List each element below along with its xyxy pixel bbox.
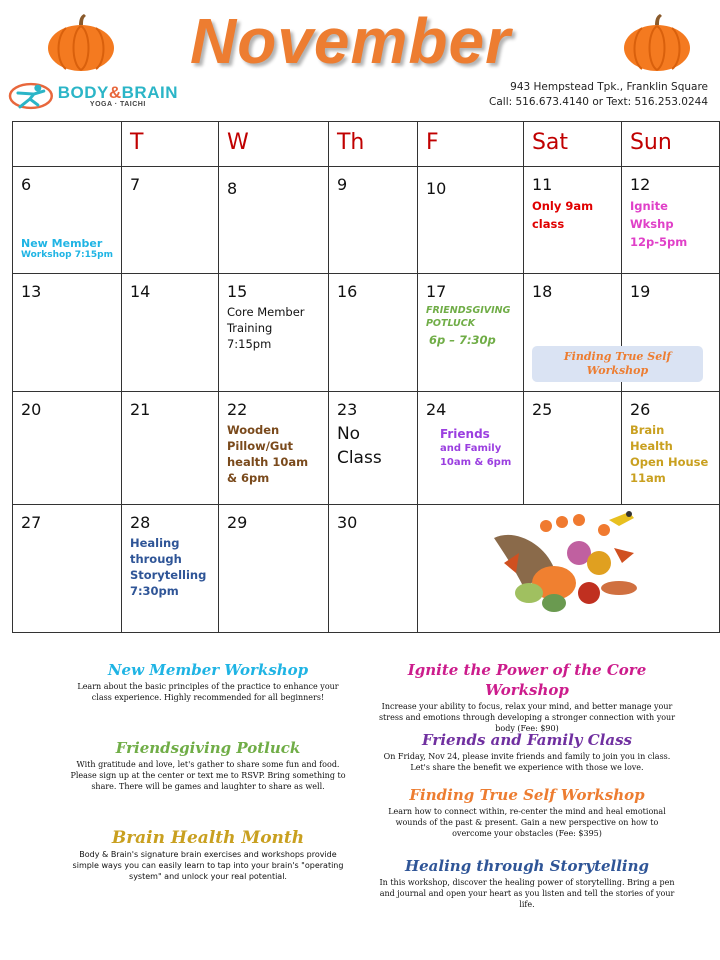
event-core-member: Core Member Training 7:15pm <box>226 305 305 351</box>
day-cell[interactable] <box>328 274 417 392</box>
weekday-header: Th <box>328 122 417 167</box>
day-number: 25 <box>531 400 553 419</box>
day-cell[interactable] <box>218 505 328 633</box>
day-cell[interactable] <box>328 167 417 274</box>
page-title: November <box>190 5 511 77</box>
day-number: 7 <box>129 175 141 194</box>
day-number: 28 <box>129 513 151 532</box>
weekday-header: W <box>218 122 328 167</box>
desc-title: Friends and Family Class <box>422 731 632 749</box>
day-cell[interactable] <box>523 392 621 505</box>
desc-title: Healing through Storytelling <box>404 857 650 875</box>
event-healing-storytelling: Healing through Storytelling 7:30pm <box>129 536 207 598</box>
finding-true-self-banner[interactable] <box>532 346 703 382</box>
desc-title: Friendsgiving Potluck <box>115 739 301 757</box>
event-no-class: No Class <box>336 424 382 468</box>
logo-amp: & <box>108 83 122 102</box>
day-number: 21 <box>129 400 151 419</box>
desc-title: Ignite the Power of the Core Workshop <box>407 661 647 699</box>
desc-body: On Friday, Nov 24, please invite friends and family to join you in class. Let's share the benefit we experience with those we love. <box>383 752 671 772</box>
weekday-header: Sun <box>621 122 719 167</box>
desc-friendsgiving <box>68 738 348 792</box>
event-friendsgiving-time: 6p – 7:30p <box>428 333 496 347</box>
day-number: 6 <box>21 175 32 194</box>
event-friends-family-time: and Family 10am & 6pm <box>439 443 512 468</box>
event-only-9am: Only 9am class <box>531 199 594 231</box>
day-number: 14 <box>129 282 151 301</box>
day-cell[interactable] <box>218 274 328 392</box>
desc-body: Learn about the basic principles of the practice to enhance your class experience. Highly recommended for all beginners! <box>77 682 339 702</box>
phone-line: Call: 516.673.4140 or Text: 516.253.0244 <box>489 96 708 108</box>
banner-line: Workshop <box>586 364 649 377</box>
day-number: 11 <box>531 175 553 194</box>
calendar-week-row <box>13 392 720 505</box>
day-cell[interactable] <box>621 167 719 274</box>
pumpkin-icon <box>622 12 692 72</box>
desc-brain-health <box>68 828 348 882</box>
desc-healing <box>378 856 676 910</box>
day-number: 10 <box>425 179 447 198</box>
day-cell[interactable] <box>523 167 621 274</box>
day-number: 29 <box>226 513 248 532</box>
desc-finding-true-self <box>378 785 676 839</box>
day-cell[interactable] <box>218 167 328 274</box>
logo-subtitle: YOGA · TAICHI <box>89 101 146 108</box>
day-number: 16 <box>336 282 358 301</box>
weekday-header <box>13 122 122 167</box>
weekday-header: T <box>121 122 218 167</box>
day-cell[interactable] <box>417 167 523 274</box>
day-number: 20 <box>21 400 42 419</box>
day-number: 27 <box>21 513 42 532</box>
event-new-member-time: Workshop 7:15pm <box>21 250 113 260</box>
day-cell[interactable] <box>121 274 218 392</box>
desc-body: Increase your ability to focus, relax your mind, and better manage your stress and emotions through developing a stronger connection with your body (Fee: $90) <box>378 702 676 733</box>
desc-new-member <box>68 660 348 703</box>
desc-body: In this workshop, discover the healing power of storytelling. Bring a pen and journal and open your heart as you listen and tell the stories of your life. <box>379 878 675 909</box>
day-number: 13 <box>21 282 42 301</box>
address-line: 943 Hempstead Tpk., Franklin Square <box>510 81 708 93</box>
day-cell[interactable] <box>328 392 417 505</box>
event-friends-family: Friends <box>439 427 490 441</box>
desc-title: Brain Health Month <box>111 828 305 848</box>
day-number: 9 <box>336 175 348 194</box>
calendar-week-row <box>13 167 720 274</box>
desc-body: With gratitude and love, let's gather to share some fun and food. Please sign up at the center or text me to RSVP. Bring something to share. There will be games and laughter to share as well. <box>70 760 346 791</box>
day-cell[interactable] <box>621 392 719 505</box>
banner-line: Finding True Self <box>563 350 672 363</box>
desc-title: Finding True Self Workshop <box>409 786 645 804</box>
event-friendsgiving: FRIENDSGIVING POTLUCK <box>425 305 511 329</box>
day-cell[interactable] <box>13 167 122 274</box>
desc-title: New Member Workshop <box>107 661 309 679</box>
logo-brand-text: BODY <box>57 83 109 102</box>
day-cell[interactable] <box>328 505 417 633</box>
day-number: 19 <box>629 282 651 301</box>
day-number: 26 <box>629 400 651 419</box>
day-cell[interactable] <box>121 392 218 505</box>
pumpkin-icon <box>46 12 116 72</box>
weekday-header: F <box>417 122 523 167</box>
day-cell[interactable] <box>13 274 122 392</box>
event-ignite: Ignite Wkshp 12p-5pm <box>629 199 688 249</box>
day-cell[interactable] <box>417 392 523 505</box>
day-cell[interactable] <box>121 505 218 633</box>
desc-body: Learn how to connect within, re-center the mind and heal emotional wounds of the past & present. Gain a new perspective on how to overcome your obstacles (Fee: $395) <box>388 807 666 838</box>
day-number: 8 <box>226 179 238 198</box>
contact-info <box>489 80 708 110</box>
cornucopia-illustration <box>484 508 644 618</box>
day-cell[interactable] <box>417 274 523 392</box>
day-number: 18 <box>531 282 553 301</box>
weekday-header-row <box>13 122 720 167</box>
day-number: 24 <box>425 400 447 419</box>
desc-body: Body & Brain's signature brain exercises and workshops provide simple ways you can easily learn to tap into your brain's "operating system" and unlock your real potential. <box>72 850 344 881</box>
logo-brand-text-2: BRAIN <box>121 83 178 102</box>
event-new-member: New Member <box>21 237 103 250</box>
event-brain-health: Brain Health Open House 11am <box>629 423 709 485</box>
day-number: 17 <box>425 282 447 301</box>
weekday-header: Sat <box>523 122 621 167</box>
brand-logo <box>8 80 178 112</box>
day-number: 22 <box>226 400 248 419</box>
day-number: 12 <box>629 175 651 194</box>
event-wooden-pillow: Wooden Pillow/Gut health 10am & 6pm <box>226 423 309 485</box>
day-number: 15 <box>226 282 248 301</box>
day-number: 23 <box>336 400 358 419</box>
day-cell[interactable] <box>121 167 218 274</box>
day-cell[interactable] <box>13 505 122 633</box>
day-cell[interactable] <box>218 392 328 505</box>
day-cell[interactable] <box>13 392 122 505</box>
day-number: 30 <box>336 513 358 532</box>
logo-figure-icon <box>8 81 54 111</box>
desc-friends-family <box>378 730 676 773</box>
desc-ignite <box>378 660 676 734</box>
